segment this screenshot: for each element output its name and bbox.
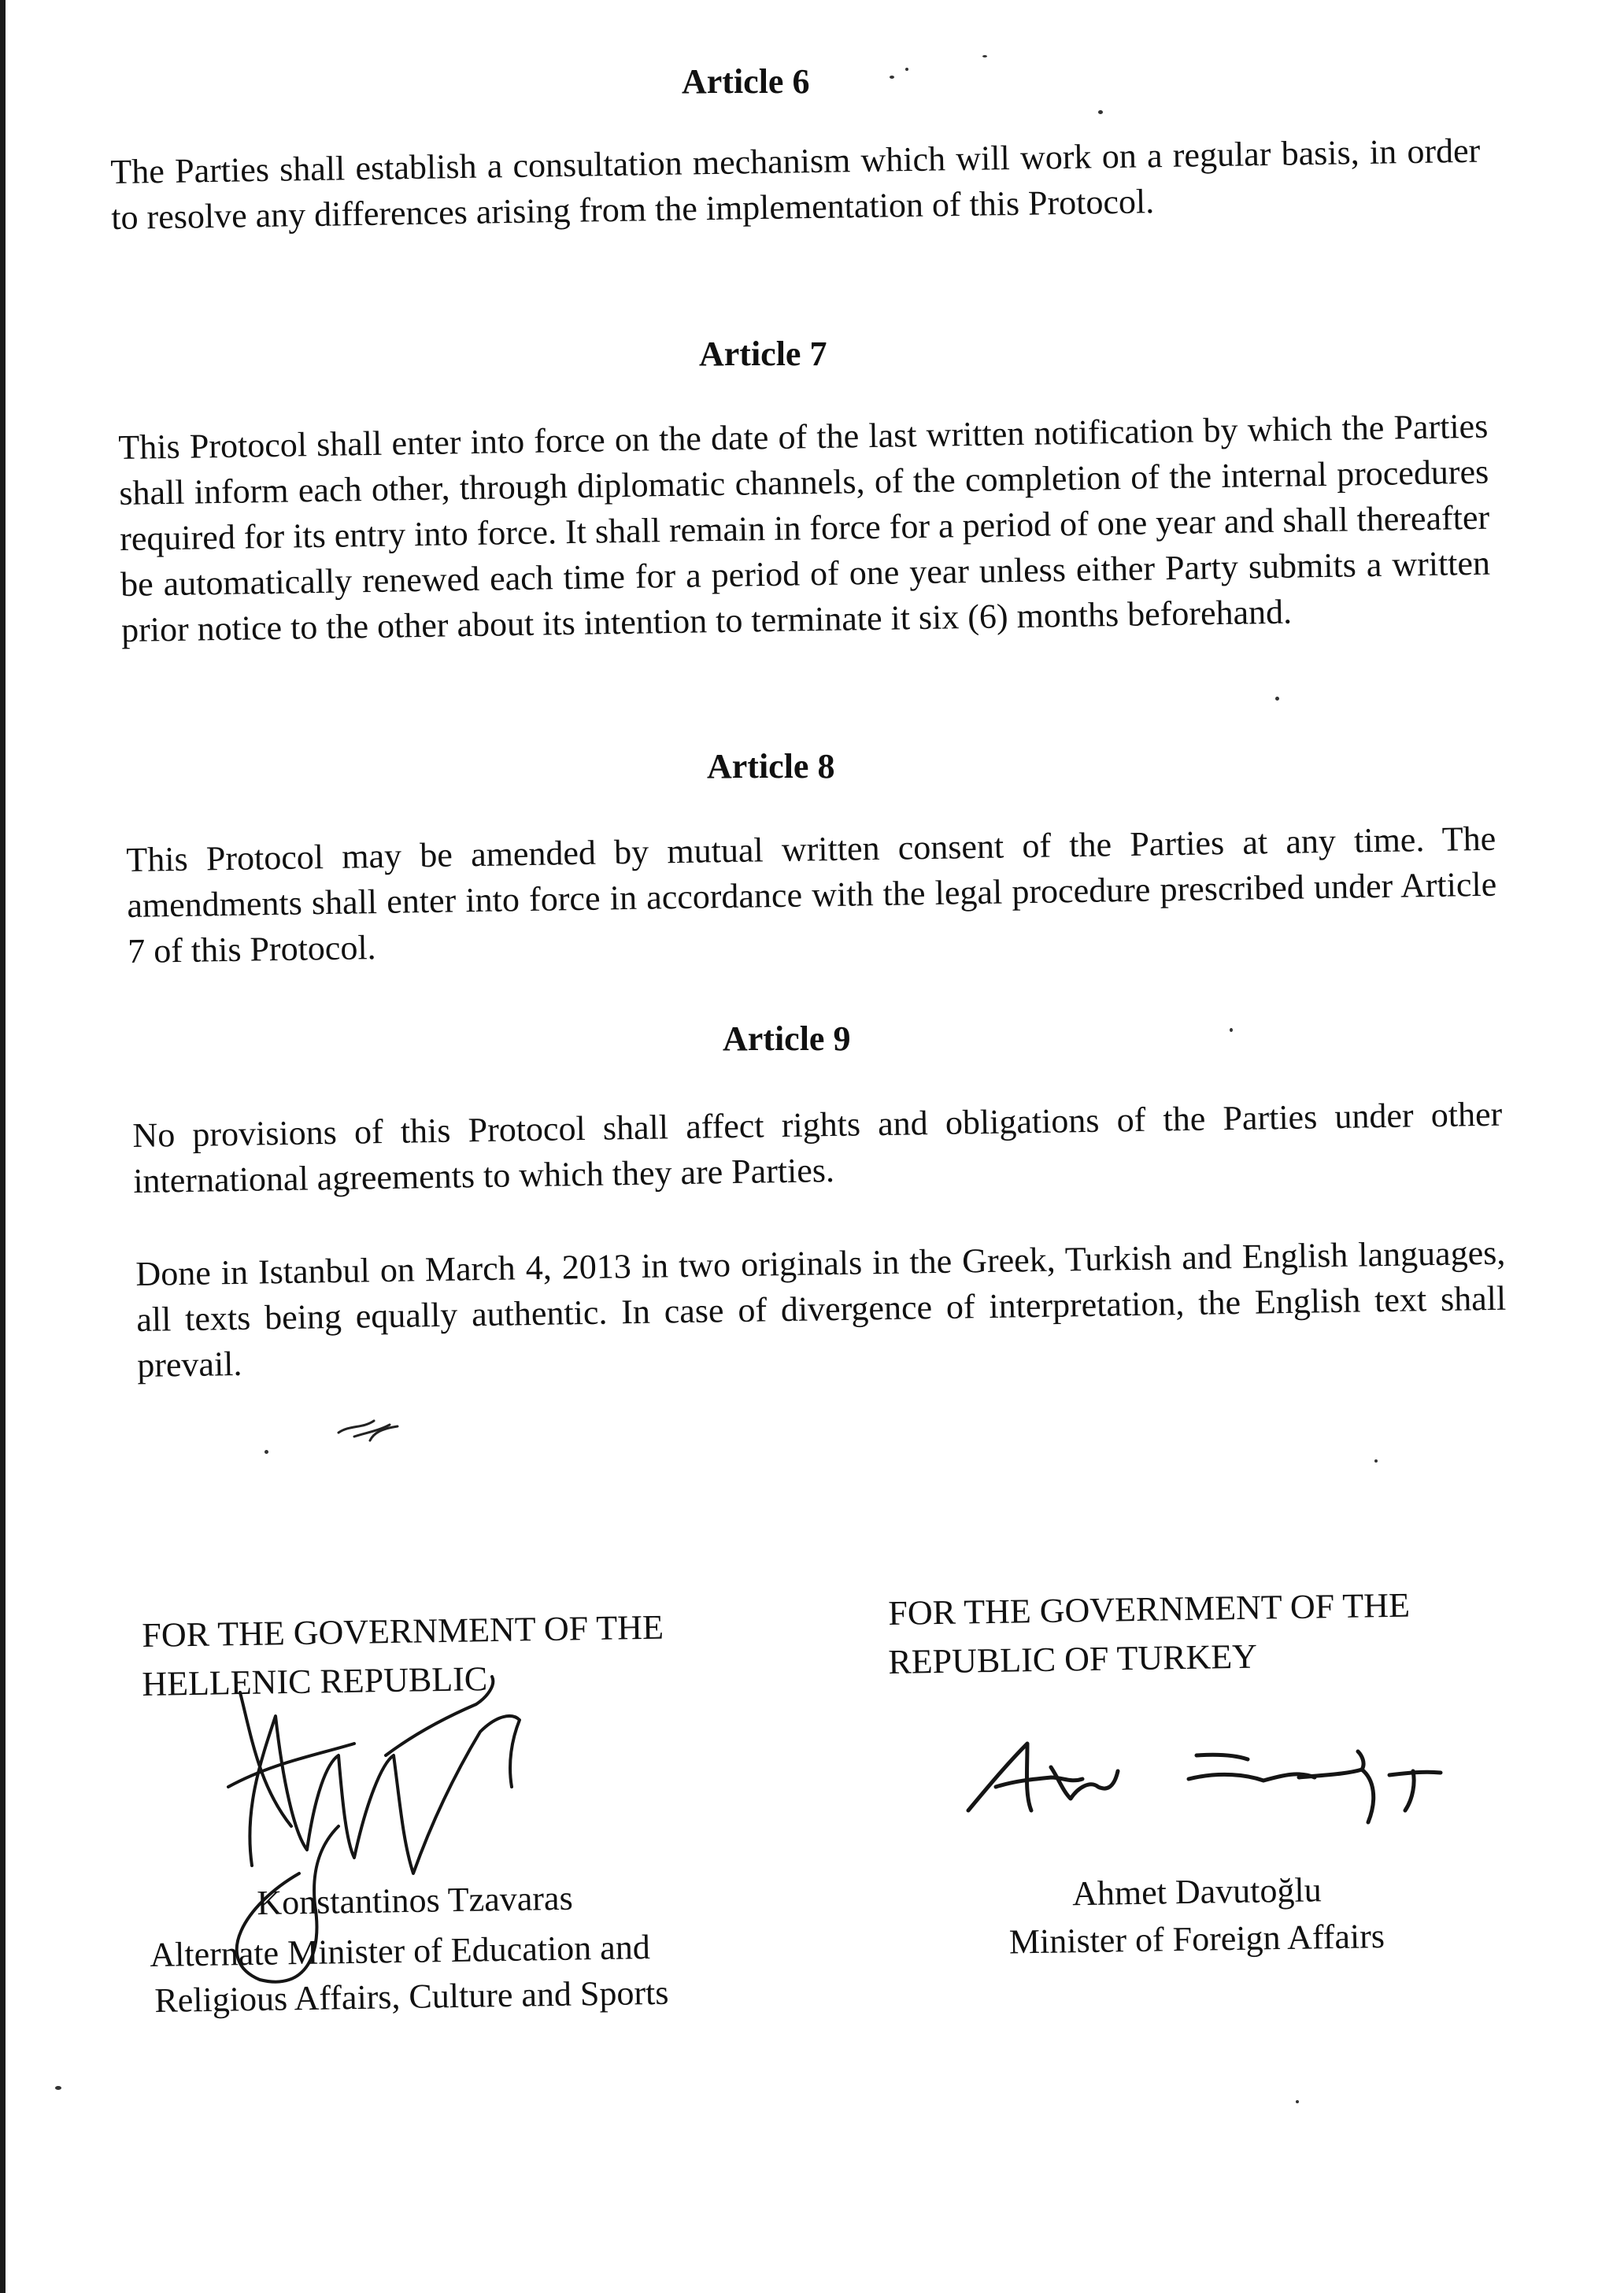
greece-title-line-2: Religious Affairs, Culture and Sports <box>154 1973 669 2020</box>
scan-speck <box>1296 2100 1299 2103</box>
turkey-heading-line-1: FOR THE GOVERNMENT OF THE <box>888 1585 1411 1633</box>
ink-smudge <box>335 1409 405 1448</box>
scan-speck <box>1275 697 1279 701</box>
greece-title-line-1: Alternate Minister of Education and <box>150 1928 651 1974</box>
scan-speck <box>55 2086 61 2090</box>
turkey-heading-line-2: REPUBLIC OF TURKEY <box>888 1637 1258 1681</box>
article-8-heading: Article 8 <box>707 747 835 786</box>
turkey-name: Ahmet Davutoğlu <box>1071 1870 1323 1914</box>
scan-speck <box>1230 1028 1233 1032</box>
greece-heading-line-2: HELLENIC REPUBLIC <box>142 1659 488 1703</box>
scan-speck <box>265 1450 268 1454</box>
scan-speck <box>890 76 894 79</box>
scan-speck <box>1374 1459 1378 1463</box>
article-7-heading: Article 7 <box>699 335 827 373</box>
greece-heading-line-1: FOR THE GOVERNMENT OF THE <box>142 1607 664 1655</box>
scan-edge <box>0 0 6 2293</box>
scan-speck <box>982 55 987 57</box>
turkey-signature <box>953 1732 1472 1834</box>
turkey-title: Minister of Foreign Affairs <box>1008 1917 1385 1962</box>
article-8-text: This Protocol may be amended by mutual written consent of the Parties at any time. The amendments shall enter into force in accordance with the legal procedure prescribed under Article 7 of this Protocol. <box>126 819 1497 971</box>
article-9-text: No provisions of this Protocol shall affect rights and obligations of the Parties under other international agreements to which they are Parties. <box>132 1094 1503 1200</box>
scan-speck <box>905 68 908 71</box>
closing-paragraph: Done in Istanbul on March 4, 2013 in two originals in the Greek, Turkish and English languages, all texts being equally authentic. In case of divergence of interpretation, the English text shall prevail. <box>135 1233 1507 1385</box>
scan-speck <box>1098 110 1103 114</box>
article-6-text: The Parties shall establish a consultation mechanism which will work on a regular basis, in order to resolve any differences arising from the implementation of this Protocol. <box>110 131 1481 237</box>
article-7-text: This Protocol shall enter into force on the date of the last written notification by which the Parties shall inform each other, through diplomatic channels, of the completion of the internal procedures required for its entry into force. It shall remain in force for a period of one year and shall thereafter be automatically renewed each time for a period of one year unless either Party submits a written prior notice to the other about its intention to terminate it six (6) months beforehand. <box>118 406 1491 649</box>
article-6-heading: Article 6 <box>682 62 810 101</box>
article-9-heading: Article 9 <box>723 1019 851 1058</box>
greece-name: Konstantinos Tzavaras <box>257 1878 573 1922</box>
